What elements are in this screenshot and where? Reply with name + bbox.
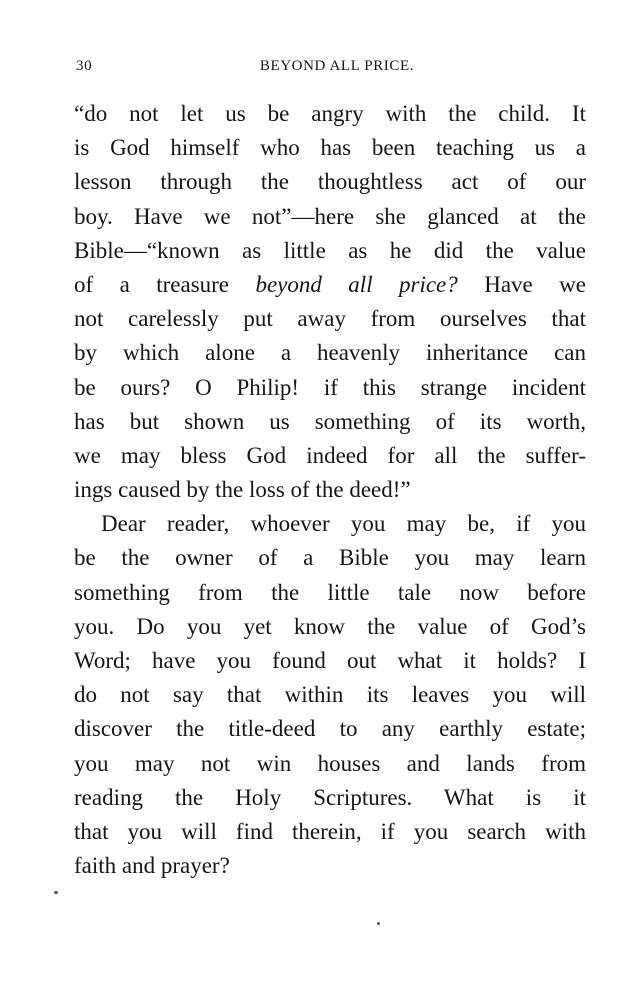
text-line: you. Do you yet know the value of God’s	[74, 613, 586, 639]
page-header	[76, 58, 586, 78]
text-line: not carelessly put away from ourselves that	[74, 306, 586, 332]
paragraph-end-line: ings caused by the loss of the deed!”	[74, 477, 411, 503]
text-line: “do not let us be angry with the child. It	[74, 101, 586, 126]
text-segment: Have we	[457, 271, 586, 297]
text-line: that you will find therein, if you search with	[74, 818, 586, 844]
paper-speck	[54, 891, 58, 894]
page-number: 30	[76, 58, 93, 74]
text-line: has but shown us something of its worth,	[74, 408, 586, 434]
text-line	[74, 268, 586, 302]
running-title: BEYOND ALL PRICE.	[259, 58, 415, 74]
text-line: something from the little tale now before	[74, 579, 586, 605]
text-line: Bible—“known as little as he did the value	[74, 237, 586, 263]
text-line: be the owner of a Bible you may learn	[74, 545, 586, 571]
italic-phrase: beyond all price?	[255, 271, 458, 297]
text-segment: of a treasure	[74, 271, 256, 297]
text-line: you may not win houses and lands from	[74, 750, 586, 776]
text-line: is God himself who has been teaching us a	[74, 135, 586, 161]
paragraph-start-line: Dear reader, whoever you may be, if you	[101, 511, 586, 537]
text-line: be ours? O Philip! if this strange incident	[74, 374, 586, 400]
text-line: we may bless God indeed for all the suffer-	[74, 442, 586, 468]
paragraph-end-line: faith and prayer?	[74, 853, 230, 879]
text-line: reading the Holy Scriptures. What is it	[74, 784, 586, 810]
body-text	[74, 97, 586, 883]
text-line: lesson through the thoughtless act of our	[74, 169, 586, 195]
text-line: discover the title-deed to any earthly estate;	[74, 716, 586, 742]
text-line: do not say that within its leaves you will	[74, 682, 586, 708]
text-line: Word; have you found out what it holds? I	[74, 648, 586, 673]
paper-speck	[377, 922, 380, 925]
text-line: by which alone a heavenly inheritance can	[74, 340, 586, 366]
text-line: boy. Have we not”—here she glanced at the	[74, 203, 586, 229]
